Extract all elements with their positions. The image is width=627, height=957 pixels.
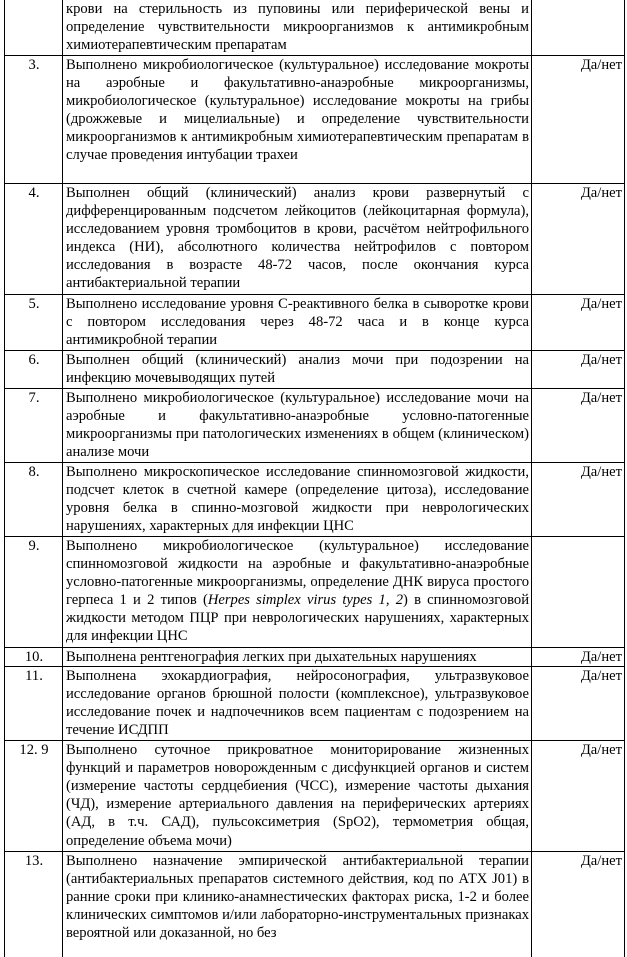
row-answer: Да/нет bbox=[532, 184, 625, 295]
row-text: Выполнен общий (клинический) анализ крови развернутый с дифференцированным подсчетом лейкоцитов (лейкоцитарная формула), исследованием уровня тромбоцитов в крови, расчётом нейтрофильного индекса (НИ), абсолютного количества нейтрофилов с повтором исследования в возрасте 48-72 часов, после окончания курса антибактериальной терапии bbox=[63, 184, 532, 295]
row-number: 13. bbox=[5, 852, 63, 957]
row-text: Выполнена эхокардиография, нейросонография, ультразвуковое исследование органов брюшной полости (комплексное), ультразвуковое исследование почек и надпочечников всем пациентам с подозрением на течение ИСДПП bbox=[63, 667, 532, 741]
row-answer: Да/нет bbox=[532, 667, 625, 741]
row-number: 8. bbox=[5, 463, 63, 537]
row-answer: Да/нет bbox=[532, 351, 625, 389]
row-answer: Да/нет bbox=[532, 463, 625, 537]
row-text: Выполнена рентгенография легких при дыхательных нарушениях bbox=[63, 648, 532, 667]
table-row bbox=[5, 56, 625, 184]
row-answer: Да/нет bbox=[532, 389, 625, 463]
table-row bbox=[5, 537, 625, 648]
row-text: Выполнено суточное прикроватное мониторирование жизненных функций и параметров новорожденным с дисфункцией органов и систем (измерение частоты сердцебиения (ЧСС), измерение частоты дыхания (ЧД), измерение артериального давления на периферических артериях (АД, в т.ч. САД), пульсоксиметрия (SpO2), термометрия общая, определение объема мочи) bbox=[63, 741, 532, 852]
row-number: 10. bbox=[5, 648, 63, 667]
table-row bbox=[5, 741, 625, 852]
table-row bbox=[5, 852, 625, 957]
row-number: 4. bbox=[5, 184, 63, 295]
row-text: Выполнено микроскопическое исследование спинномозговой жидкости, подсчет клеток в счетной камере (определение цитоза), исследование уровня белка в спинно-мозговой жидкости при неврологических нарушениях, характерных для инфекции ЦНС bbox=[63, 463, 532, 537]
row-number: 3. bbox=[5, 56, 63, 184]
latin-virus-name: Herpes simplex virus types 1, 2 bbox=[207, 592, 403, 609]
table-row bbox=[5, 389, 625, 463]
row-answer: Да/нет bbox=[532, 295, 625, 351]
row-answer: Да/нет bbox=[532, 741, 625, 852]
row-number: 5. bbox=[5, 295, 63, 351]
row-number: 9. bbox=[5, 537, 63, 648]
row-number: 6. bbox=[5, 351, 63, 389]
table-row bbox=[5, 463, 625, 537]
row-text: Выполнено назначение эмпирической антибактериальной терапии (антибактериальных препаратов системного действия, код по АТХ J01) в ранние сроки при клинико-анамнестических факторах риска, 1-2 и более клинических симптомов и/или лабораторно-инструментальных признаках вероятной или доказанной, но без bbox=[63, 852, 532, 957]
table-row bbox=[5, 648, 625, 667]
row-text: Выполнено исследование уровня С-реактивного белка в сыворотке крови с повтором исследования через 48-72 часа и в конце курса антимикробной терапии bbox=[63, 295, 532, 351]
row-text: крови на стерильность из пуповины или периферической вены и определение чувствительности микроорганизмов к антимикробным химиотерапевтическим препаратам bbox=[63, 0, 532, 56]
row-text: Выполнено микробиологическое (культуральное) исследование спинномозговой жидкости на аэробные и факультативно-анаэробные условно-патогенные микроорганизмы, определение ДНК вируса простого герпеса 1 и 2 типов (Herpes simplex virus types 1, 2) в спинномозговой жидкости методом ПЦР при неврологических нарушениях, характерных для инфекции ЦНС bbox=[63, 537, 532, 648]
table-row bbox=[5, 667, 625, 741]
row-answer: Да/нет bbox=[532, 852, 625, 957]
row-number: 12. 9 bbox=[5, 741, 63, 852]
table-row bbox=[5, 295, 625, 351]
row-answer bbox=[532, 537, 625, 648]
row-text: Выполнено микробиологическое (культуральное) исследование мочи на аэробные и факультативно-анаэробные условно-патогенные микроорганизмы при патологических изменениях в общем (клиническом) анализе мочи bbox=[63, 389, 532, 463]
table-row bbox=[5, 0, 625, 56]
table-row bbox=[5, 184, 625, 295]
row-text: Выполнено микробиологическое (культуральное) исследование мокроты на аэробные и факультативно-анаэробные микроорганизмы, микробиологическое (культуральное) исследование мокроты на грибы (дрожжевые и мицелиальные) и определение чувствительности микроорганизмов к антимикробным химиотерапевтическим препаратам в случае проведения интубации трахеи bbox=[63, 56, 532, 184]
row-number: 11. bbox=[5, 667, 63, 741]
row-answer bbox=[532, 0, 625, 56]
row-number bbox=[5, 0, 63, 56]
criteria-table bbox=[4, 0, 625, 957]
row-text: Выполнен общий (клинический) анализ мочи при подозрении на инфекцию мочевыводящих путей bbox=[63, 351, 532, 389]
table-row bbox=[5, 351, 625, 389]
row-answer: Да/нет bbox=[532, 56, 625, 184]
row-answer: Да/нет bbox=[532, 648, 625, 667]
row-number: 7. bbox=[5, 389, 63, 463]
